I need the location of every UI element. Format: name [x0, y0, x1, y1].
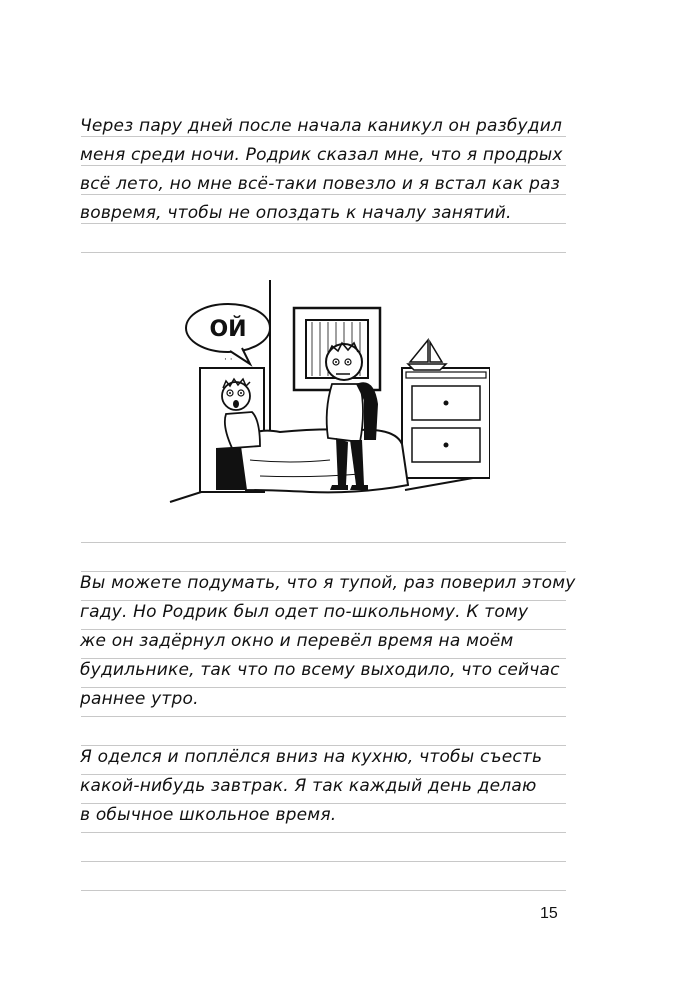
- text-line: всё лето, но мне всё-таки повезло и я встал как раз: [80, 174, 560, 194]
- text-line: Через пару дней после начала каникул он разбудил: [80, 116, 563, 136]
- speech-bubble-text: ОЙ: [209, 317, 247, 342]
- text-line: какой-нибудь завтрак. Я так каждый день делаю: [80, 776, 537, 796]
- ruled-line: [81, 832, 566, 833]
- ruled-line: [81, 136, 566, 137]
- ruled-line: [81, 629, 566, 630]
- ruled-line: [81, 774, 566, 775]
- ruled-line: [81, 600, 566, 601]
- page-number: 15: [540, 905, 558, 922]
- ruled-line: [81, 571, 566, 572]
- text-line: же он задёрнул окно и перевёл время на моём: [80, 631, 514, 651]
- ruled-line: [81, 658, 566, 659]
- ruled-line: [81, 861, 566, 862]
- ruled-line: [81, 194, 566, 195]
- ruled-line: [81, 716, 566, 717]
- ruled-line: [81, 165, 566, 166]
- illustration: [160, 280, 490, 515]
- ruled-line: [81, 890, 566, 891]
- ruled-line: [81, 542, 566, 543]
- svg-text:· ·: · ·: [224, 355, 233, 365]
- text-line: будильнике, так что по всему выходило, что сейчас: [80, 660, 560, 680]
- ruled-line: [81, 223, 566, 224]
- text-line: меня среди ночи. Родрик сказал мне, что я продрых: [80, 145, 563, 165]
- text-line: Я оделся и поплёлся вниз на кухню, чтобы съесть: [80, 747, 543, 767]
- ruled-line: [81, 745, 566, 746]
- text-line: Вы можете подумать, что я тупой, раз поверил этому: [80, 573, 576, 593]
- ruled-line: [81, 252, 566, 253]
- ruled-line: [81, 803, 566, 804]
- text-line: в обычное школьное время.: [80, 805, 337, 825]
- ruled-line: [81, 687, 566, 688]
- text-line: гаду. Но Родрик был одет по-школьному. К тому: [80, 602, 529, 622]
- text-line: вовремя, чтобы не опоздать к началу занятий.: [80, 203, 512, 223]
- text-line: раннее утро.: [80, 689, 199, 709]
